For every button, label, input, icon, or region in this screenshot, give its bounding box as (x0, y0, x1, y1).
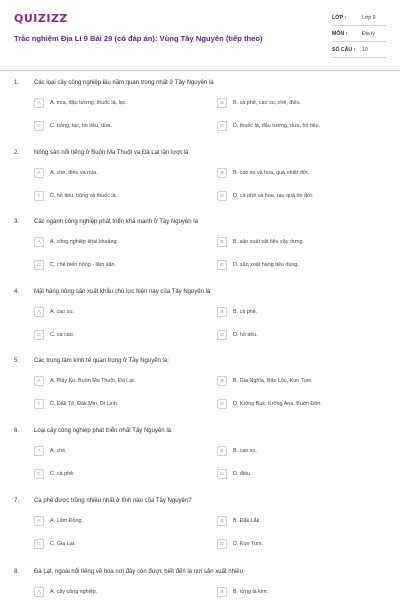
option-letter-box: B (217, 587, 227, 597)
answer-option-a[interactable] (34, 376, 204, 388)
option-letter-box: A (34, 168, 44, 178)
option-text: A. cao su. (50, 309, 74, 315)
question-number: 5. (14, 358, 20, 364)
option-letter-box: A (34, 587, 44, 597)
option-text: D. thuốc lá, đậu tương, dừa, hồ tiêu. (233, 123, 321, 129)
option-text: D. Kon Tum. (233, 541, 263, 547)
option-letter-box: A (34, 446, 44, 456)
option-text: D. cà phê và hoa, rau quả ôn đới. (233, 193, 314, 199)
option-text: C. chế biến nông - lâm sản. (50, 262, 116, 268)
question-text: Nông sản nổi tiếng ở Buôn Ma Thuột và Đà Lạt lần lượt là (34, 150, 189, 156)
question-number: 6. (14, 428, 20, 434)
option-text: B. rừng lá kim. (233, 589, 269, 595)
question-number: 7. (14, 498, 20, 504)
answer-option-c[interactable] (34, 121, 204, 133)
question-number: 8. (14, 569, 20, 575)
meta-row-class (332, 10, 386, 26)
question-text: Các loại cây công nghiệp lâu năm quan trọng nhất ở Tây Nguyên là (34, 80, 214, 86)
question-number: 3. (14, 219, 20, 225)
answer-option-d[interactable] (217, 330, 387, 342)
option-text: C. hồ tiêu, bông và thuốc lá. (50, 193, 118, 199)
question-text: Đà Lạt, ngoài nổi tiếng về hoa nơi đây còn được biết đến là nơi sản xuất nhiều (34, 569, 243, 575)
meta-value: Lớp 9 (362, 15, 376, 21)
answer-option-c[interactable] (34, 260, 204, 272)
meta-row-count (332, 42, 386, 58)
answer-option-c[interactable] (34, 539, 204, 551)
answer-option-b[interactable] (217, 446, 387, 458)
answer-option-d[interactable] (217, 469, 387, 481)
option-text: A. mía, đậu tương, thuốc lá, lạc. (50, 100, 127, 106)
worksheet-title: Trắc nghiệm Địa Lí 9 Bài 29 (có đáp án): Vùng Tây Nguyên (tiếp theo) (14, 34, 263, 43)
meta-value: 10 (362, 47, 368, 53)
question-5 (14, 358, 386, 424)
question-text: Cà phê được trồng nhiều nhất ở tỉnh nào của Tây Nguyên? (34, 498, 192, 504)
option-letter-box: A (34, 237, 44, 247)
option-letter-box: B (217, 237, 227, 247)
option-letter-box: C (34, 121, 44, 131)
option-text: D. điều. (233, 471, 252, 477)
option-text: A. Plây Ku, Buôn Ma Thuột, Đà Lạt. (50, 378, 136, 384)
meta-value: Địa lý (362, 31, 375, 37)
answer-option-d[interactable] (217, 121, 387, 133)
answer-option-b[interactable] (217, 168, 387, 180)
option-text: D. Krông Buk, Krông Ana, Buôn Đôn. (233, 401, 322, 407)
option-letter-box: D (217, 539, 227, 549)
option-letter-box: C (34, 539, 44, 549)
question-2 (14, 150, 386, 216)
option-text: A. chè. (50, 448, 67, 454)
option-text: A. công nghiệp khai khoáng. (50, 239, 119, 245)
answer-option-c[interactable] (34, 191, 204, 203)
question-3 (14, 219, 386, 285)
option-letter-box: B (217, 168, 227, 178)
answer-option-a[interactable] (34, 237, 204, 249)
option-text: A. Lâm Đồng. (50, 518, 83, 524)
answer-option-a[interactable] (34, 98, 204, 110)
worksheet-meta (332, 10, 386, 58)
option-text: B. cao su. (233, 448, 257, 454)
answer-option-b[interactable] (217, 307, 387, 319)
option-letter-box: B (217, 376, 227, 386)
option-letter-box: C (34, 469, 44, 479)
option-text: D. hồ tiêu. (233, 332, 258, 338)
question-1 (14, 80, 386, 146)
answer-option-a[interactable] (34, 516, 204, 528)
answer-option-a[interactable] (34, 168, 204, 180)
answer-option-c[interactable] (34, 399, 204, 411)
option-text: B. cà phê. (233, 309, 258, 315)
option-text: D. sản xuất hàng tiêu dùng. (233, 262, 299, 268)
answer-option-b[interactable] (217, 587, 387, 599)
question-text: Các trung tâm kinh tế quan trọng ở Tây Nguyên là: (34, 358, 169, 364)
option-letter-box: B (217, 98, 227, 108)
option-letter-box: C (34, 330, 44, 340)
question-8 (14, 569, 386, 600)
question-text: Mặt hàng nông sản xuất khẩu chủ lực hiện nay của Tây Nguyên là (34, 289, 211, 295)
answer-option-d[interactable] (217, 260, 387, 272)
header-divider (0, 70, 400, 71)
option-text: B. cà phê, cao su, chè, điều. (233, 100, 302, 106)
answer-option-a[interactable] (34, 587, 204, 599)
answer-option-c[interactable] (34, 469, 204, 481)
meta-label: SỐ CÂU : (332, 47, 356, 53)
answer-option-a[interactable] (34, 307, 204, 319)
option-text: B. Đắk Lắk. (233, 518, 261, 524)
meta-label: LỚP : (332, 15, 347, 21)
option-letter-box: C (34, 399, 44, 409)
answer-option-c[interactable] (34, 330, 204, 342)
question-number: 4. (14, 289, 20, 295)
question-6 (14, 428, 386, 494)
option-letter-box: B (217, 446, 227, 456)
option-letter-box: D (217, 191, 227, 201)
question-7 (14, 498, 386, 564)
option-text: A. chè, điều và mía. (50, 170, 98, 176)
meta-row-subject (332, 26, 386, 42)
option-text: B. Gia Nghĩa, Bảo Lộc, Kon Tum. (233, 378, 313, 384)
question-4 (14, 289, 386, 355)
option-text: C. bông, lạc, hồ tiêu, dừa. (50, 123, 113, 129)
option-letter-box: B (217, 307, 227, 317)
answer-option-d[interactable] (217, 191, 387, 203)
question-number: 2. (14, 150, 20, 156)
option-letter-box: D (217, 260, 227, 270)
option-letter-box: D (217, 399, 227, 409)
answer-option-b[interactable] (217, 516, 387, 528)
option-text: B. sản xuất vật liệu xây dựng. (233, 239, 305, 245)
option-letter-box: D (217, 330, 227, 340)
question-text: Các ngành công nghiệp phát triển khá mạnh ở Tây Nguyên là (34, 219, 198, 225)
answer-option-a[interactable] (34, 446, 204, 458)
option-letter-box: D (217, 121, 227, 131)
meta-label: MÔN : (332, 31, 348, 37)
option-letter-box: C (34, 191, 44, 201)
answer-option-b[interactable] (217, 376, 387, 388)
option-letter-box: C (34, 260, 44, 270)
answer-option-d[interactable] (217, 539, 387, 551)
question-number: 1. (14, 80, 20, 86)
option-text: B. cao su và hoa, quả nhiệt đới. (233, 170, 310, 176)
option-text: C. Đăk Tô, Đăk Min, Di Linh. (50, 401, 119, 407)
quizizz-logo: QUIZIZZ (14, 12, 68, 25)
answer-option-b[interactable] (217, 237, 387, 249)
option-text: C. ca cao. (50, 332, 75, 338)
answer-option-b[interactable] (217, 98, 387, 110)
option-letter-box: A (34, 376, 44, 386)
option-letter-box: A (34, 98, 44, 108)
option-text: A. cây công nghiệp. (50, 589, 98, 595)
option-letter-box: A (34, 516, 44, 526)
worksheet-header (14, 10, 386, 64)
option-letter-box: B (217, 516, 227, 526)
option-letter-box: A (34, 307, 44, 317)
answer-option-d[interactable] (217, 399, 387, 411)
question-text: Loại cây công nghiệp phát triển nhất Tây Nguyên là: (34, 428, 173, 434)
option-text: C. cà phê. (50, 471, 75, 477)
option-text: C. Gia Lai. (50, 541, 76, 547)
option-letter-box: D (217, 469, 227, 479)
